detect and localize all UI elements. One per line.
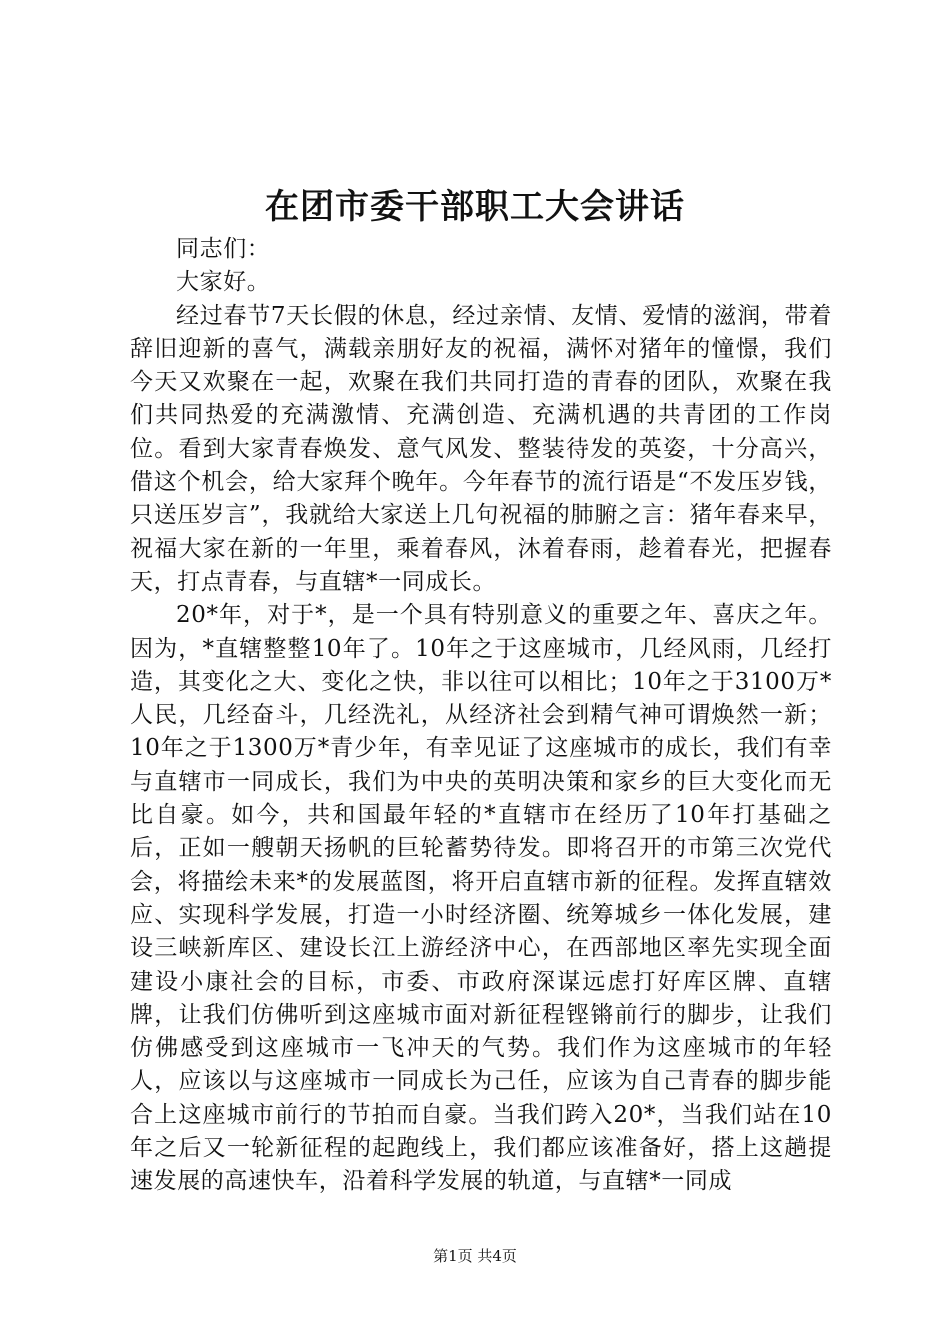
document-title: 在团市委干部职工大会讲话 xyxy=(265,187,685,227)
page-number: 第1页 共4页 xyxy=(433,1247,517,1265)
greeting: 大家好。 xyxy=(176,269,271,296)
salutation: 同志们： xyxy=(176,236,271,262)
document-body xyxy=(130,233,832,1199)
paragraph: 经过春节7天长假的休息，经过亲情、友情、爱情的滋润，带着辞旧迎新的喜气，满载亲朋好友的祝福，满怀对猪年的憧憬，我们今天又欢聚在一起，欢聚在我们共同打造的青春的团队，欢聚在我们共同热爱的充满激情、充满创造、充满机遇的共青团的工作岗位。看到大家青春焕发、意气风发、整装待发的英姿，十分高兴，借这个机会，给大家拜个晚年。今年春节的流行语是“不发压岁钱，只送压岁言”，我就给大家送上几句祝福的肺腑之言：猪年春来早，祝福大家在新的一年里，乘着春风，沐着春雨，趁着春光，把握春天，打点青春，与直辖*一同成长。 xyxy=(130,302,832,595)
paragraph: 20*年，对于*，是一个具有特别意义的重要之年、喜庆之年。因为，*直辖整整10年了。10年之于这座城市，几经风雨，几经打造，其变化之大、变化之快，非以往可以相比；10年之于3100万*人民，几经奋斗，几经洗礼，从经济社会到精气神可谓焕然一新；10年之于1300万*青少年，有幸见证了这座城市的成长，我们有幸与直辖市一同成长，我们为中央的英明决策和家乡的巨大变化而无比自豪。如今，共和国最年轻的*直辖市在经历了10年打基础之后，正如一艘朝天扬帆的巨轮蓄势待发。即将召开的市第三次党代会，将描绘未来*的发展蓝图，将开启直辖市新的征程。发挥直辖效应、实现科学发展，打造一小时经济圈、统筹城乡一体化发展，建设三峡新库区、建设长江上游经济中心，在西部地区率先实现全面建设小康社会的目标，市委、市政府深谋远虑打好库区牌、直辖牌，让我们仿佛听到这座城市面对新征程铿锵前行的脚步，让我们仿佛感受到这座城市一飞冲天的气势。我们作为这座城市的年轻人，应该以与这座城市一同成长为己任，应该为自己青春的脚步能合上这座城市前行的节拍而自豪。当我们跨入20*，当我们站在10年之后又一轮新征程的起跑线上，我们都应该准备好，搭上这趟提速发展的高速快车，沿着科学发展的轨道，与直辖*一同成 xyxy=(130,602,832,1195)
